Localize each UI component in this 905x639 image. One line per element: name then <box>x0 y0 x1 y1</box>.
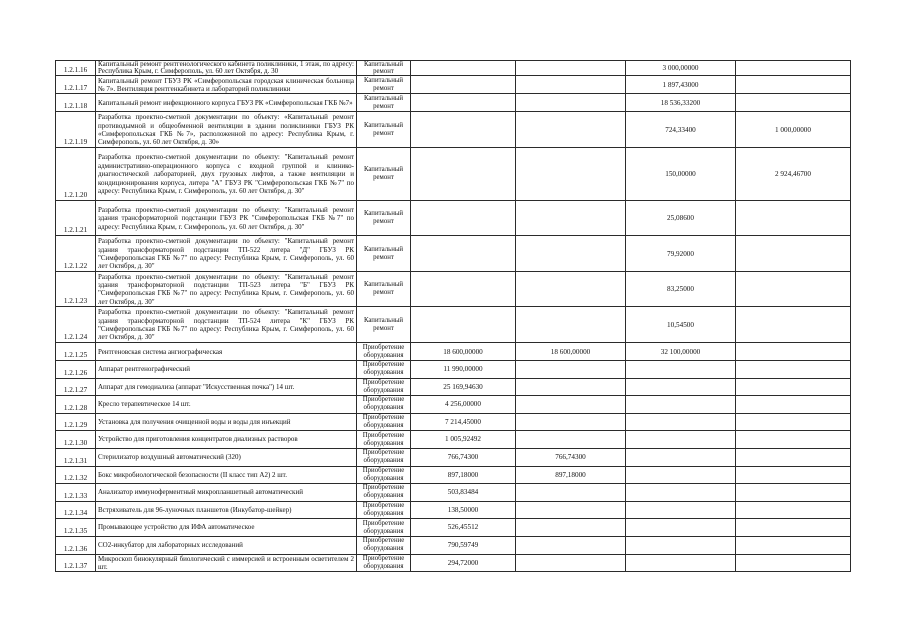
row-amount-cell-2 <box>516 94 626 112</box>
row-amount-cell-1: 897,18000 <box>411 466 516 484</box>
row-description-cell: Капитальный ремонт ГБУЗ РК «Симферопольская городская клиническая больница № 7». Вентиляция рентгенкабинета и лабораторий поликлиники <box>96 76 357 94</box>
row-amount-cell-1: 138,50000 <box>411 501 516 519</box>
row-number-cell: 1.2.1.26 <box>56 361 96 379</box>
row-amount-cell-1: 25 169,94630 <box>411 378 516 396</box>
row-amount-cell-3: 32 100,00000 <box>626 343 736 361</box>
row-amount-cell-1: 7 214,45000 <box>411 413 516 431</box>
table-row <box>56 307 851 343</box>
table-row <box>56 236 851 272</box>
row-description-cell: Бокс микробиологической безопасности (II класс тип А2) 2 шт. <box>96 466 357 484</box>
row-amount-cell-4 <box>736 501 851 519</box>
row-amount-cell-1: 503,83484 <box>411 484 516 502</box>
row-amount-cell-2: 18 600,00000 <box>516 343 626 361</box>
table-row <box>56 431 851 449</box>
row-description-cell: Микроскоп бинокулярный биологический с иммерсией и встроенным осветителем 2 шт. <box>96 554 357 572</box>
row-amount-cell-4 <box>736 361 851 379</box>
row-amount-cell-2 <box>516 112 626 148</box>
table-row <box>56 413 851 431</box>
row-amount-cell-3 <box>626 431 736 449</box>
row-amount-cell-3 <box>626 361 736 379</box>
row-amount-cell-1: 1 005,92492 <box>411 431 516 449</box>
row-amount-cell-1 <box>411 272 516 307</box>
table-row <box>56 501 851 519</box>
row-amount-cell-3: 10,54500 <box>626 307 736 343</box>
row-amount-cell-3 <box>626 501 736 519</box>
row-work-type-cell: Капитальный ремонт <box>357 272 411 307</box>
row-description-cell: Устройство для приготовления концентратов диализных растворов <box>96 431 357 449</box>
row-amount-cell-4 <box>736 343 851 361</box>
row-work-type-cell: Капитальный ремонт <box>357 94 411 112</box>
row-amount-cell-4 <box>736 94 851 112</box>
row-number-cell: 1.2.1.18 <box>56 94 96 112</box>
row-amount-cell-4 <box>736 378 851 396</box>
table-row <box>56 448 851 466</box>
row-amount-cell-2 <box>516 201 626 236</box>
row-amount-cell-2 <box>516 519 626 537</box>
row-work-type-cell: Капитальный ремонт <box>357 307 411 343</box>
row-amount-cell-4 <box>736 396 851 414</box>
row-number-cell: 1.2.1.35 <box>56 519 96 537</box>
row-amount-cell-3: 724,33400 <box>626 112 736 148</box>
row-description-cell: Разработка проектно-сметной документации по объекту: "Капитальный ремонт здания трансформаторной подстанции ГБУЗ РК "Симферопольская ГКБ №7" по адресу: Республика Крым, г. Симферополь, ул. 60 лет Октября, д. 30" <box>96 201 357 236</box>
row-number-cell: 1.2.1.24 <box>56 307 96 343</box>
row-work-type-cell: Приобретение оборудования <box>357 378 411 396</box>
row-amount-cell-2 <box>516 536 626 554</box>
row-amount-cell-2 <box>516 236 626 272</box>
table-row <box>56 201 851 236</box>
row-description-cell: Промывающее устройство для ИФА автоматическое <box>96 519 357 537</box>
row-amount-cell-2: 897,18000 <box>516 466 626 484</box>
row-work-type-cell: Приобретение оборудования <box>357 431 411 449</box>
row-work-type-cell: Приобретение оборудования <box>357 501 411 519</box>
row-amount-cell-4 <box>736 413 851 431</box>
row-amount-cell-1: 766,74300 <box>411 448 516 466</box>
row-description-cell: Аппарат для гемодиализа (аппарат "Искусственная почка") 14 шт. <box>96 378 357 396</box>
row-amount-cell-1 <box>411 61 516 76</box>
row-amount-cell-4 <box>736 554 851 572</box>
row-description-cell: Аппарат рентгенографический <box>96 361 357 379</box>
row-description-cell: Анализатор иммуноферментный микропланшетный автоматический <box>96 484 357 502</box>
row-description-cell: Разработка проектно-сметной документации по объекту: "Капитальный ремонт здания трансформаторной подстанции ТП-524 литера "К" ГБУЗ РК "Симферопольская ГКБ №7" по адресу: Республика Крым, г. Симферополь, ул. 60 лет Октября, д. 30" <box>96 307 357 343</box>
row-amount-cell-4 <box>736 466 851 484</box>
row-amount-cell-3: 3 000,00000 <box>626 61 736 76</box>
row-number-cell: 1.2.1.20 <box>56 148 96 201</box>
table-row <box>56 396 851 414</box>
table-row <box>56 112 851 148</box>
row-amount-cell-3 <box>626 554 736 572</box>
row-description-cell: Капитальный ремонт рентгенологического кабинета поликлиники, 1 этаж, по адресу: Республика Крым, г. Симферополь, ул. 60 лет Октября, д. 30 <box>96 61 357 76</box>
row-amount-cell-2 <box>516 307 626 343</box>
row-amount-cell-1: 18 600,00000 <box>411 343 516 361</box>
row-amount-cell-3: 25,08600 <box>626 201 736 236</box>
row-amount-cell-2 <box>516 396 626 414</box>
row-amount-cell-3: 18 536,33200 <box>626 94 736 112</box>
row-amount-cell-3 <box>626 396 736 414</box>
table-row <box>56 61 851 76</box>
row-work-type-cell: Приобретение оборудования <box>357 554 411 572</box>
row-work-type-cell: Приобретение оборудования <box>357 413 411 431</box>
table-row <box>56 484 851 502</box>
row-amount-cell-1: 11 990,00000 <box>411 361 516 379</box>
row-amount-cell-2 <box>516 148 626 201</box>
row-amount-cell-4: 1 000,00000 <box>736 112 851 148</box>
row-amount-cell-1 <box>411 236 516 272</box>
row-amount-cell-3 <box>626 378 736 396</box>
row-description-cell: Рентгеновская система ангиографическая <box>96 343 357 361</box>
row-amount-cell-2 <box>516 431 626 449</box>
row-amount-cell-2 <box>516 378 626 396</box>
row-amount-cell-4 <box>736 431 851 449</box>
row-description-cell: Разработка проектно-сметной документации по объекту: "Капитальный ремонт здания трансформаторной подстанции ТП-522 литера "Д" ГБУЗ РК "Симферопольская ГКБ №7" по адресу: Республика Крым, г. Симферополь, ул. 60 лет Октября, д. 30" <box>96 236 357 272</box>
row-amount-cell-1 <box>411 201 516 236</box>
row-amount-cell-2 <box>516 361 626 379</box>
row-amount-cell-4 <box>736 519 851 537</box>
row-number-cell: 1.2.1.29 <box>56 413 96 431</box>
row-amount-cell-1 <box>411 76 516 94</box>
row-number-cell: 1.2.1.31 <box>56 448 96 466</box>
row-number-cell: 1.2.1.19 <box>56 112 96 148</box>
row-amount-cell-2 <box>516 484 626 502</box>
row-amount-cell-4 <box>736 272 851 307</box>
row-description-cell: Установка для получения очищенной воды и воды для инъекций <box>96 413 357 431</box>
table-row <box>56 536 851 554</box>
row-number-cell: 1.2.1.34 <box>56 501 96 519</box>
table-row <box>56 554 851 572</box>
row-amount-cell-3 <box>626 413 736 431</box>
row-description-cell: СО2-инкубатор для лабораторных исследований <box>96 536 357 554</box>
row-number-cell: 1.2.1.36 <box>56 536 96 554</box>
table-row <box>56 519 851 537</box>
row-amount-cell-4 <box>736 236 851 272</box>
row-amount-cell-2 <box>516 554 626 572</box>
row-work-type-cell: Капитальный ремонт <box>357 201 411 236</box>
row-work-type-cell: Приобретение оборудования <box>357 343 411 361</box>
row-work-type-cell: Приобретение оборудования <box>357 361 411 379</box>
row-number-cell: 1.2.1.37 <box>56 554 96 572</box>
table-row <box>56 148 851 201</box>
table-row <box>56 361 851 379</box>
row-amount-cell-1 <box>411 148 516 201</box>
row-amount-cell-1 <box>411 112 516 148</box>
row-number-cell: 1.2.1.23 <box>56 272 96 307</box>
row-work-type-cell: Приобретение оборудования <box>357 396 411 414</box>
row-description-cell: Встряхиватель для 96-луночных планшетов (Инкубатор-шейкер) <box>96 501 357 519</box>
row-work-type-cell: Приобретение оборудования <box>357 466 411 484</box>
table-row <box>56 466 851 484</box>
row-work-type-cell: Капитальный ремонт <box>357 236 411 272</box>
row-work-type-cell: Приобретение оборудования <box>357 448 411 466</box>
row-work-type-cell: Приобретение оборудования <box>357 484 411 502</box>
row-amount-cell-4 <box>736 536 851 554</box>
row-amount-cell-2 <box>516 61 626 76</box>
row-work-type-cell: Капитальный ремонт <box>357 61 411 76</box>
row-amount-cell-2 <box>516 501 626 519</box>
row-number-cell: 1.2.1.25 <box>56 343 96 361</box>
funding-table <box>55 60 851 572</box>
row-amount-cell-4 <box>736 61 851 76</box>
row-description-cell: Разработка проектно-сметной документации по объекту: «Капитальный ремонт противодымной и общеобменной вентиляции в здании поликлиники ГБУЗ РК «Симферопольская ГКБ №7», расположенной по адресу: Республика Крым, г. Симферополь, ул. 60 лет Октября, д. 30» <box>96 112 357 148</box>
row-description-cell: Разработка проектно-сметной документации по объекту: "Капитальный ремонт здания трансформаторной подстанции ТП-523 литера "Б" ГБУЗ РК "Симферопольская ГКБ №7" по адресу: Республика Крым, г. Симферополь, ул. 60 лет Октября, д. 30" <box>96 272 357 307</box>
row-amount-cell-1: 294,72000 <box>411 554 516 572</box>
row-amount-cell-3: 83,25000 <box>626 272 736 307</box>
row-amount-cell-3 <box>626 484 736 502</box>
row-amount-cell-4 <box>736 307 851 343</box>
row-amount-cell-3: 150,00000 <box>626 148 736 201</box>
row-amount-cell-4 <box>736 201 851 236</box>
row-number-cell: 1.2.1.21 <box>56 201 96 236</box>
row-amount-cell-3 <box>626 466 736 484</box>
table-row <box>56 378 851 396</box>
row-amount-cell-2 <box>516 413 626 431</box>
row-work-type-cell: Капитальный ремонт <box>357 148 411 201</box>
row-description-cell: Кресло терапевтическое 14 шт. <box>96 396 357 414</box>
row-amount-cell-4 <box>736 448 851 466</box>
row-amount-cell-3 <box>626 519 736 537</box>
row-amount-cell-2 <box>516 76 626 94</box>
table-row <box>56 343 851 361</box>
row-amount-cell-1: 790,59749 <box>411 536 516 554</box>
row-amount-cell-3 <box>626 536 736 554</box>
row-work-type-cell: Приобретение оборудования <box>357 519 411 537</box>
row-amount-cell-2 <box>516 272 626 307</box>
row-work-type-cell: Приобретение оборудования <box>357 536 411 554</box>
table-row <box>56 94 851 112</box>
row-amount-cell-4: 2 924,46700 <box>736 148 851 201</box>
row-number-cell: 1.2.1.22 <box>56 236 96 272</box>
row-amount-cell-1 <box>411 94 516 112</box>
row-amount-cell-1: 526,45512 <box>411 519 516 537</box>
table-body <box>56 61 851 572</box>
table-row <box>56 272 851 307</box>
row-description-cell: Капитальный ремонт инфекционного корпуса ГБУЗ РК «Симферопольская ГКБ №7» <box>96 94 357 112</box>
row-number-cell: 1.2.1.17 <box>56 76 96 94</box>
row-amount-cell-4 <box>736 76 851 94</box>
row-amount-cell-1 <box>411 307 516 343</box>
row-amount-cell-1: 4 256,00000 <box>411 396 516 414</box>
row-number-cell: 1.2.1.32 <box>56 466 96 484</box>
row-description-cell: Стерилизатор воздушный автоматический (320) <box>96 448 357 466</box>
document-page <box>55 60 850 572</box>
row-number-cell: 1.2.1.30 <box>56 431 96 449</box>
row-work-type-cell: Капитальный ремонт <box>357 112 411 148</box>
row-number-cell: 1.2.1.33 <box>56 484 96 502</box>
row-amount-cell-3: 79,92000 <box>626 236 736 272</box>
row-description-cell: Разработка проектно-сметной документации по объекту: "Капитальный ремонт административно-операционного корпуса с входной группой и клинико-диагностической лабораторией, двух грузовых лифтов, а также вентиляции и кондиционирования корпуса, литера "А" ГБУЗ РК "Симферопольская ГКБ №7" по адресу: Республика Крым, г. Симферополь, ул. 60 лет Октября, д. 30" <box>96 148 357 201</box>
row-amount-cell-2: 766,74300 <box>516 448 626 466</box>
row-number-cell: 1.2.1.16 <box>56 61 96 76</box>
row-amount-cell-3: 1 897,43000 <box>626 76 736 94</box>
row-number-cell: 1.2.1.28 <box>56 396 96 414</box>
table-row <box>56 76 851 94</box>
row-amount-cell-4 <box>736 484 851 502</box>
row-number-cell: 1.2.1.27 <box>56 378 96 396</box>
row-work-type-cell: Капитальный ремонт <box>357 76 411 94</box>
row-amount-cell-3 <box>626 448 736 466</box>
